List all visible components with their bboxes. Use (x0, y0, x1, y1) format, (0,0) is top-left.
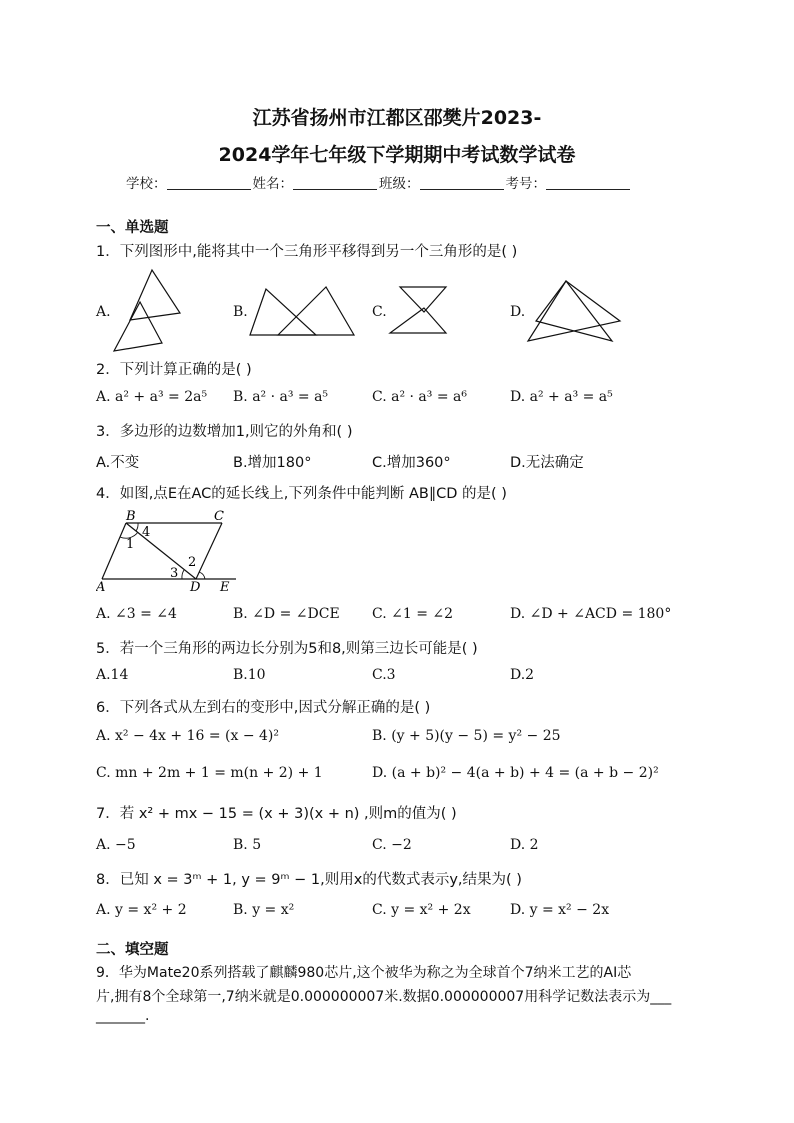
q2-option-c[interactable]: C. a² · a³ = a⁶ (372, 389, 467, 405)
label-d: D (190, 580, 201, 594)
question-9-line3[interactable]: _______. (96, 1008, 150, 1024)
school-blank[interactable] (167, 175, 251, 190)
q1-figure-d (526, 278, 622, 344)
name-blank[interactable] (293, 175, 377, 190)
label-c: C (214, 509, 224, 524)
q6-option-d[interactable]: D. (a + b)² − 4(a + b) + 4 = (a + b − 2)² (372, 765, 659, 781)
question-2-stem: 2．下列计算正确的是( ) (96, 362, 252, 378)
q8-option-b[interactable]: B. y = x² (233, 902, 295, 918)
angle-label-2: 2 (188, 555, 197, 570)
q1-figure-a (110, 265, 190, 355)
label-a: A (96, 580, 106, 594)
section-heading-single-choice: 一、单选题 (96, 220, 169, 236)
q3-option-a[interactable]: A.不变 (96, 455, 140, 471)
q1-option-b-label: B. (233, 304, 248, 320)
q4-option-a[interactable]: A. ∠3 = ∠4 (96, 606, 177, 622)
school-label: 学校： (126, 176, 167, 192)
q8-option-d[interactable]: D. y = x² − 2x (510, 902, 610, 918)
class-blank[interactable] (420, 175, 504, 190)
question-9-line2: 片,拥有8个全球第一,7纳米就是0.000000007米.数据0.000000007用科学记数法表示为___ (96, 989, 672, 1005)
segment-cd (196, 523, 222, 579)
q1-option-a-label: A. (96, 304, 111, 320)
q3-option-b[interactable]: B.增加180° (233, 455, 312, 471)
q5-option-d[interactable]: D.2 (510, 667, 535, 683)
question-6-stem: 6．下列各式从左到右的变形中,因式分解正确的是( ) (96, 700, 431, 716)
q2-option-a[interactable]: A. a² + a³ = 2a⁵ (96, 389, 208, 405)
name-label: 姓名： (252, 176, 293, 192)
q4-option-d[interactable]: D. ∠D + ∠ACD = 180° (510, 606, 672, 622)
page-title-line2: 2024学年七年级下学期期中考试数学试卷 (218, 144, 576, 166)
question-4-stem: 4．如图,点E在AC的延长线上,下列条件中能判断 AB∥CD 的是( ) (96, 486, 507, 502)
question-5-stem: 5．若一个三角形的两边长分别为5和8,则第三边长可能是( ) (96, 641, 478, 657)
q4-option-b[interactable]: B. ∠D = ∠DCE (233, 606, 340, 622)
angle-label-1: 1 (126, 537, 135, 552)
student-info-row (126, 172, 632, 192)
question-9-line1: 9．华为Mate20系列搭载了麒麟980芯片,这个被华为称之为全球首个7纳米工艺的AI芯 (96, 965, 632, 981)
q1-option-d-label: D. (510, 304, 526, 320)
q6-option-c[interactable]: C. mn + 2m + 1 = m(n + 2) + 1 (96, 765, 323, 781)
question-3-stem: 3．多边形的边数增加1,则它的外角和( ) (96, 424, 353, 440)
q2-option-b[interactable]: B. a² · a³ = a⁵ (233, 389, 329, 405)
question-7-stem: 7．若 x² + mx − 15 = (x + 3)(x + n) ,则m的值为( ) (96, 806, 457, 822)
q5-option-a[interactable]: A.14 (96, 667, 129, 683)
q7-option-b[interactable]: B. 5 (233, 837, 262, 853)
exam-number-blank[interactable] (546, 175, 630, 190)
q5-option-b[interactable]: B.10 (233, 667, 266, 683)
q2-option-d[interactable]: D. a² + a³ = a⁵ (510, 389, 613, 405)
q8-option-c[interactable]: C. y = x² + 2x (372, 902, 471, 918)
q3-option-c[interactable]: C.增加360° (372, 455, 451, 471)
q7-option-d[interactable]: D. 2 (510, 837, 539, 853)
question-8-stem: 8．已知 x = 3ᵐ + 1, y = 9ᵐ − 1,则用x的代数式表示y,结果为( ) (96, 872, 522, 888)
label-b: B (126, 509, 136, 524)
q3-option-d[interactable]: D.无法确定 (510, 455, 584, 471)
exam-number-label: 考号： (505, 176, 546, 192)
section-heading-fill-blank: 二、填空题 (96, 942, 169, 958)
question-1-stem: 1．下列图形中,能将其中一个三角形平移得到另一个三角形的是( ) (96, 244, 518, 260)
angle-label-4: 4 (142, 525, 151, 540)
label-e: E (220, 580, 230, 594)
class-label: 班级： (379, 176, 420, 192)
q4-option-c[interactable]: C. ∠1 = ∠2 (372, 606, 454, 622)
q1-figure-b (248, 285, 360, 337)
q6-option-a[interactable]: A. x² − 4x + 16 = (x − 4)² (96, 728, 279, 744)
page-title-line1: 江苏省扬州市江都区邵樊片2023- (252, 107, 542, 129)
q6-option-b[interactable]: B. (y + 5)(y − 5) = y² − 25 (372, 728, 561, 744)
angle-label-3: 3 (170, 566, 179, 581)
q1-figure-c (386, 284, 456, 338)
q5-option-c[interactable]: C.3 (372, 667, 396, 683)
q7-option-c[interactable]: C. −2 (372, 837, 412, 853)
q4-figure-parallelogram (96, 508, 246, 594)
q7-option-a[interactable]: A. −5 (96, 837, 136, 853)
q8-option-a[interactable]: A. y = x² + 2 (96, 902, 187, 918)
segment-ab (102, 523, 126, 579)
segment-bd (126, 523, 196, 579)
q1-option-c-label: C. (372, 304, 387, 320)
